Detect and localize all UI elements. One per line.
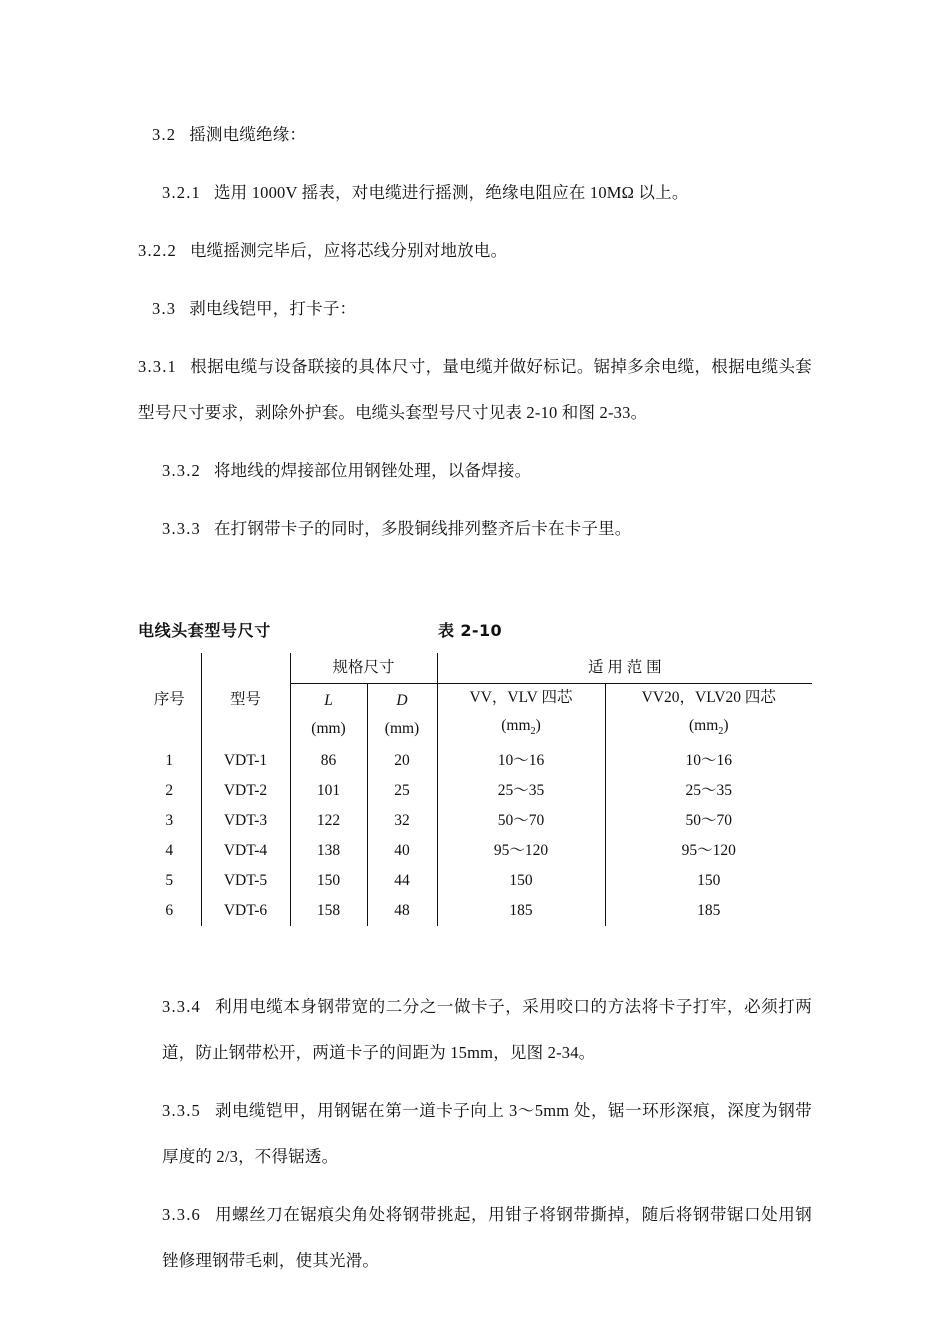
section-text-3-3: 剥电线铠甲，打卡子： [189, 299, 357, 318]
section-text-3-3-4: 利用电缆本身钢带宽的二分之一做卡子，采用咬口的方法将卡子打牢，必须打两道，防止钢带松开，两道卡子的间距为 15mm，见图 2-34。 [162, 997, 812, 1063]
section-number-3-3-4: 3.3.4 [162, 997, 201, 1017]
cell-l: 101 [290, 776, 367, 806]
header-vv [437, 684, 605, 747]
paragraph-3-3-6 [138, 1192, 812, 1284]
paragraph-3-3-4 [138, 984, 812, 1076]
cell-l: 122 [290, 806, 367, 836]
paragraph-3-2 [138, 112, 812, 158]
cell-type: VDT-5 [201, 866, 290, 896]
section-number-3-3-3: 3.3.3 [162, 519, 201, 538]
cell-type: VDT-3 [201, 806, 290, 836]
cell-d: 48 [367, 896, 437, 926]
cell-vv20: 10～16 [685, 752, 733, 770]
cell-vv: 25～35 [437, 776, 605, 806]
table-row [138, 866, 812, 896]
header-vv-unit: $(mm_2)$ [501, 717, 541, 738]
cell-seq: 2 [138, 776, 201, 806]
section-number-3-2-2: 3.2.2 [138, 241, 177, 260]
section-number-3-2: 3.2 [152, 125, 177, 144]
header-group-range: 适 用 范 围 [437, 653, 812, 684]
cell-seq: 6 [138, 896, 201, 926]
cell-vv: 10～16 [437, 746, 605, 776]
cell-vv20: 50～70 [685, 812, 733, 830]
cell-vv20: 95～120 [681, 842, 736, 860]
table-row [138, 776, 812, 806]
section-number-3-2-1: 3.2.1 [162, 183, 201, 202]
paragraph-3-3-3 [138, 506, 812, 552]
section-number-3-3-1: 3.3.1 [138, 357, 177, 376]
cell-seq: 4 [138, 836, 201, 866]
paragraph-3-3 [138, 286, 812, 332]
table-row [138, 746, 812, 776]
cell-d: 25 [367, 776, 437, 806]
header-l-symbol: L [324, 692, 333, 710]
cell-d: 44 [367, 866, 437, 896]
cell-type: VDT-4 [201, 836, 290, 866]
cell-l: 158 [290, 896, 367, 926]
cell-type: VDT-1 [201, 746, 290, 776]
table-group-header-row [138, 653, 812, 684]
cell-l: 138 [290, 836, 367, 866]
paragraph-3-2-2 [138, 228, 812, 274]
section-number-3-3-2: 3.3.2 [162, 461, 201, 480]
spec-table-container [138, 653, 812, 926]
section-text-3-2: 摇测电缆绝缘： [189, 125, 307, 144]
header-vv-title: VV，VLV 四芯 [469, 689, 573, 706]
cell-vv: 150 [437, 866, 605, 896]
header-vv20 [605, 684, 812, 747]
header-d-unit: (mm) [384, 720, 420, 738]
header-type: 型号 [201, 653, 290, 746]
paragraph-3-2-1 [138, 170, 812, 216]
table-caption-number: 表 2-10 [438, 621, 503, 640]
cell-seq: 1 [138, 746, 201, 776]
paragraph-3-3-1 [138, 344, 812, 436]
section-number-3-3-6: 3.3.6 [162, 1205, 201, 1225]
header-d-symbol: D [396, 692, 408, 710]
cell-vv20: 150 [697, 872, 721, 890]
header-l [290, 684, 367, 747]
section-number-3-3: 3.3 [152, 299, 177, 318]
cable-head-spec-table [138, 653, 812, 926]
cell-d: 32 [367, 806, 437, 836]
cell-type: VDT-6 [201, 896, 290, 926]
section-text-3-2-2: 电缆摇测完毕后，应将芯线分别对地放电。 [189, 241, 508, 260]
cell-vv20: 25～35 [685, 782, 733, 800]
cell-vv: 50～70 [437, 806, 605, 836]
table-row [138, 836, 812, 866]
header-vv20-unit: $(mm_2)$ [688, 717, 729, 738]
cell-l: 86 [290, 746, 367, 776]
paragraph-3-3-2 [138, 448, 812, 494]
header-d [367, 684, 437, 747]
paragraph-3-3-5 [138, 1088, 812, 1180]
section-text-3-3-1: 根据电缆与设备联接的具体尺寸，量电缆并做好标记。锯掉多余电缆，根据电缆头套型号尺寸要求，剥除外护套。电缆头套型号尺寸见表 2-10 和图 2-33。 [138, 357, 812, 422]
cell-l: 150 [290, 866, 367, 896]
cell-seq: 3 [138, 806, 201, 836]
header-seq: 序号 [138, 653, 201, 746]
header-vv20-title: VV20，VLV20 四芯 [641, 689, 776, 706]
section-text-3-2-1: 选用 1000V 摇表，对电缆进行摇测，绝缘电阻应在 10MΩ 以上。 [213, 183, 689, 202]
section-number-3-3-5: 3.3.5 [162, 1101, 201, 1121]
cell-type: VDT-2 [201, 776, 290, 806]
table-caption [138, 618, 812, 641]
table-row [138, 806, 812, 836]
section-text-3-3-2: 将地线的焊接部位用钢锉处理，以备焊接。 [213, 461, 532, 480]
header-group-spec: 规格尺寸 [290, 653, 437, 684]
table-row [138, 896, 812, 926]
section-text-3-3-5: 剥电缆铠甲，用钢锯在第一道卡子向上 3～5mm 处，锯一环形深痕，深度为钢带厚度的 2/3，不得锯透。 [162, 1101, 812, 1167]
section-text-3-3-6: 用螺丝刀在锯痕尖角处将钢带挑起，用钳子将钢带撕掉，随后将钢带锯口处用钢锉修理钢带毛刺，使其光滑。 [162, 1205, 812, 1271]
table-caption-title: 电线头套型号尺寸 [138, 621, 271, 640]
cell-d: 20 [367, 746, 437, 776]
cell-seq: 5 [138, 866, 201, 896]
cell-vv20: 185 [697, 902, 721, 920]
section-text-3-3-3: 在打钢带卡子的同时，多股铜线排列整齐后卡在卡子里。 [213, 519, 632, 538]
cell-vv: 185 [437, 896, 605, 926]
header-l-unit: (mm) [311, 720, 346, 738]
cell-vv: 95～120 [437, 836, 605, 866]
cell-d: 40 [367, 836, 437, 866]
